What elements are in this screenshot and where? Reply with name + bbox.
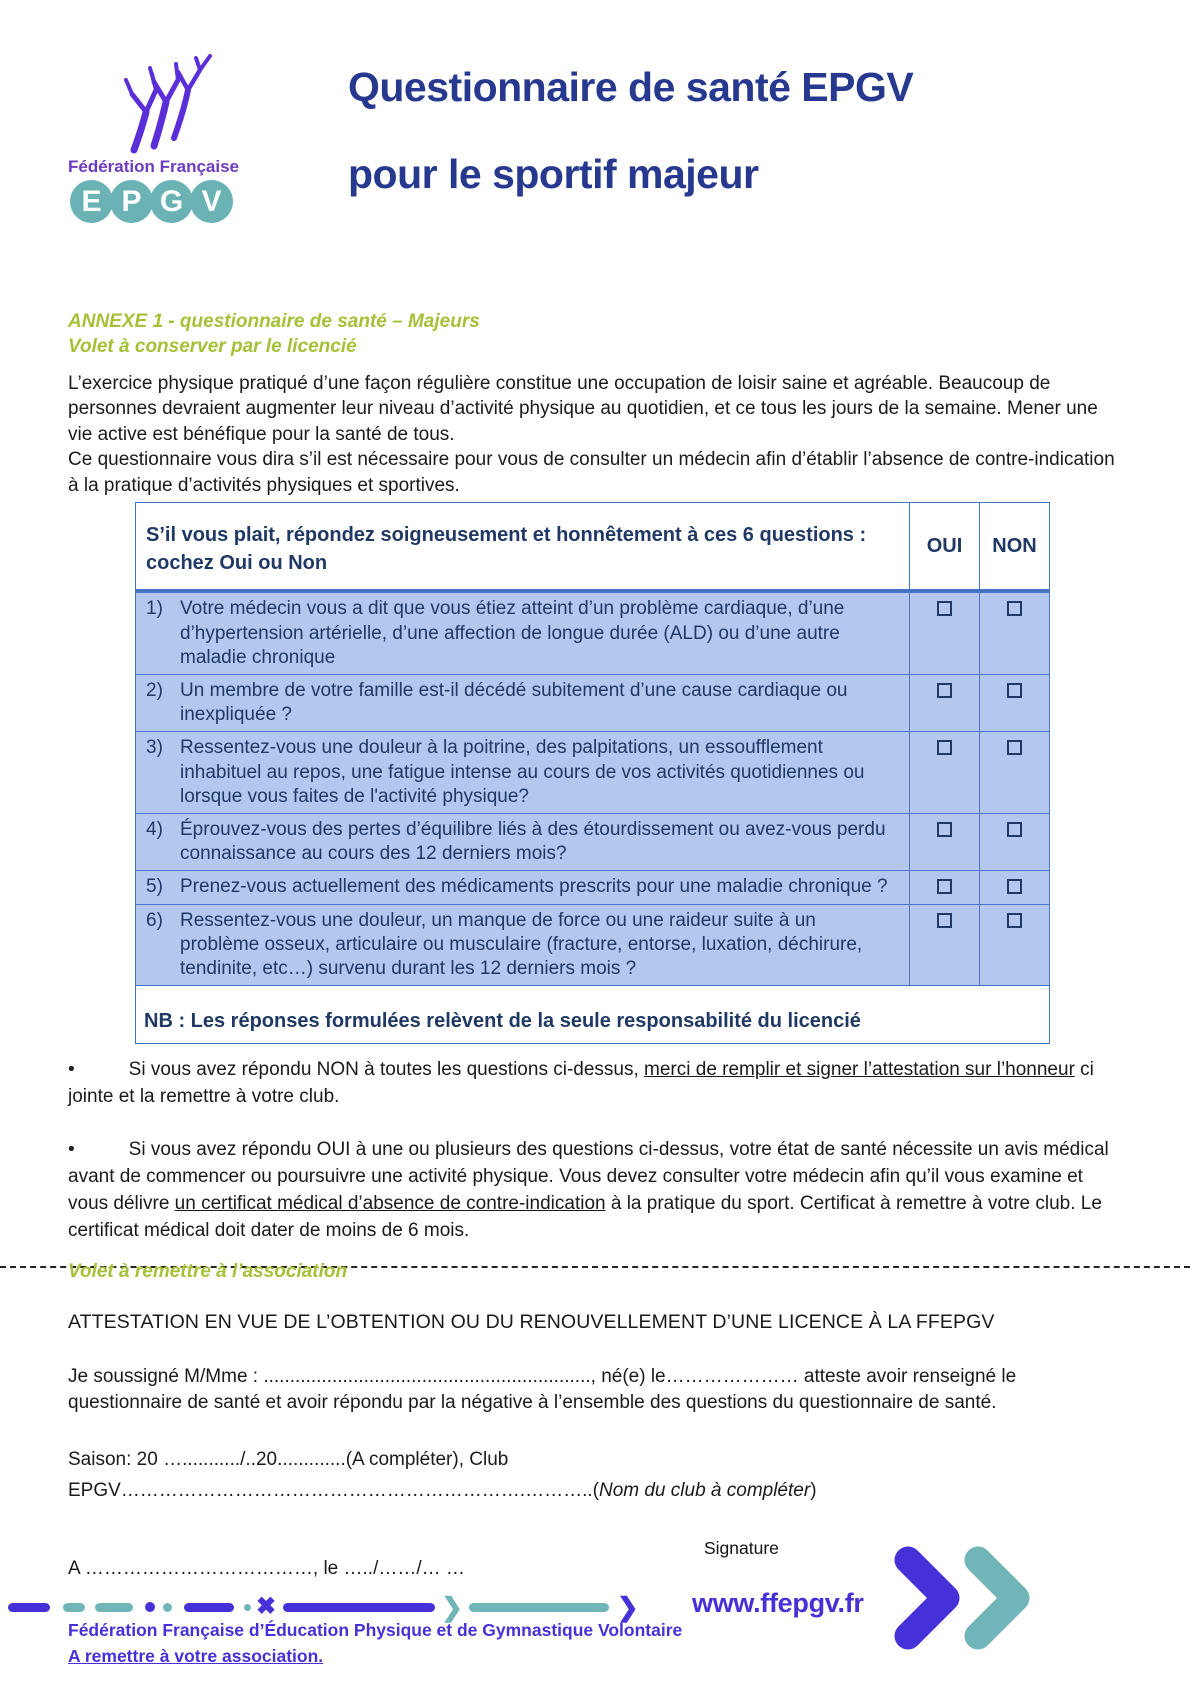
deco-line <box>469 1603 609 1612</box>
bullet-non-underlined: merci de remplir et signer l’attestation sur l’honneur <box>644 1059 1075 1081</box>
table-header-question-line2: cochez Oui ou Non <box>146 552 328 575</box>
bullet-non-post: ci jointe et la remettre à votre club. <box>68 1059 1094 1108</box>
checkbox-q5-non[interactable] <box>1007 879 1022 894</box>
document-title <box>348 50 913 238</box>
footer-decorative-line <box>8 1594 639 1620</box>
question-text: Ressentez-vous une douleur à la poitrine, des palpitations, un essoufflement inhabituel au repos, une fatigue intense au cours de vos activités quotidiennes ou lorsque vous faites de l'activité physique? <box>180 737 865 807</box>
bullet-oui <box>68 1136 1122 1244</box>
oui-cell <box>909 871 979 903</box>
bullet-oui-underlined: un certificat médical d’absence de contre-indication <box>174 1193 606 1215</box>
oui-cell <box>909 814 979 870</box>
checkbox-q5-oui[interactable] <box>937 879 952 894</box>
non-cell <box>979 871 1049 903</box>
logo-letter: G <box>159 184 184 218</box>
table-row-q4 <box>136 813 1049 870</box>
non-cell <box>979 675 1049 731</box>
checkbox-q4-non[interactable] <box>1007 822 1022 837</box>
question-text: Votre médecin vous a dit que vous étiez atteint d’un problème cardiaque, d’une d’hypertension artérielle, d’une affection de longue durée (ALD) ou d’une autre maladie chronique <box>180 598 845 668</box>
website-link[interactable]: www.ffepgv.fr <box>692 1588 864 1618</box>
question-text: Prenez-vous actuellement des médicaments prescrits pour une maladie chronique ? <box>180 876 888 898</box>
table-header-question <box>136 503 909 589</box>
deco-dash <box>8 1603 50 1612</box>
footer-federation-name: Fédération Française d’Éducation Physique et de Gymnastique Volontaire <box>68 1620 683 1640</box>
logo-federation-label: Fédération Française <box>68 157 240 176</box>
question-number: 2) <box>146 680 163 702</box>
deco-cross-icon: ✖ <box>256 1593 277 1620</box>
logo-epgv-circles <box>70 180 243 223</box>
table-nb-note: NB : Les réponses formulées relèvent de la seule responsabilité du licencié <box>136 985 1049 1043</box>
oui-cell <box>909 732 979 813</box>
annexe-heading <box>68 310 1122 359</box>
deco-dot <box>163 1603 172 1612</box>
table-row-q1 <box>136 592 1049 674</box>
bullet-marker: • <box>68 1059 75 1081</box>
checkbox-q3-non[interactable] <box>1007 740 1022 755</box>
table-header-row <box>136 503 1049 592</box>
bullet-non-pre: Si vous avez répondu NON à toutes les questions ci-dessus, <box>128 1059 645 1081</box>
non-cell <box>979 593 1049 674</box>
club-line <box>68 1475 1122 1506</box>
logo-letter: E <box>81 184 102 218</box>
annexe-line-1: ANNEXE 1 - questionnaire de santé – Majeurs <box>68 311 480 333</box>
deco-dash <box>184 1603 234 1612</box>
question-text: Éprouvez-vous des pertes d’équilibre liés à des étourdissement ou avez-vous perdu connaissance au cours des 12 derniers mois? <box>180 819 886 865</box>
checkbox-q1-non[interactable] <box>1007 601 1022 616</box>
intro-paragraph-1: L’exercice physique pratiqué d’une façon régulière constitue une occupation de loisir saine et agréable. Beaucoup de personnes devraient augmenter leur niveau d’activité physique au quotidien, et ce tous les jours de la semaine. Mener une vie active est bénéfique pour la santé de tous. <box>68 372 1098 445</box>
bullet-non <box>68 1056 1122 1110</box>
bullet-marker: • <box>68 1139 75 1161</box>
intro-paragraph-2: Ce questionnaire vous dira s’il est nécessaire pour vous de consulter un médecin afin d’établir l’absence de contre-indication à la pratique d’activités physiques et sportives. <box>68 449 1115 496</box>
logo-circle-p <box>110 180 153 223</box>
footer-remettre-note: A remettre à votre association. <box>68 1646 324 1666</box>
logo-dancers-icon <box>96 50 216 155</box>
big-chevron-teal-icon <box>962 1546 1034 1650</box>
oui-cell <box>909 905 979 986</box>
non-cell <box>979 905 1049 986</box>
checkbox-q3-oui[interactable] <box>937 740 952 755</box>
question-number: 3) <box>146 737 163 759</box>
deco-dot <box>145 1602 155 1612</box>
instructions-bullets <box>68 1056 1122 1244</box>
table-header-non: NON <box>979 503 1049 589</box>
non-cell <box>979 814 1049 870</box>
checkbox-q2-oui[interactable] <box>937 683 952 698</box>
table-row-q3 <box>136 731 1049 813</box>
health-questions-table <box>135 502 1050 1044</box>
checkbox-q2-non[interactable] <box>1007 683 1022 698</box>
question-number: 6) <box>146 909 163 931</box>
question-number: 1) <box>146 598 163 620</box>
non-cell <box>979 732 1049 813</box>
deco-chevron-icon: ❯ <box>616 1592 639 1622</box>
deco-dash <box>95 1603 133 1612</box>
table-header-question-line1: S’il vous plait, répondez soigneusement et honnêtement à ces 6 questions : <box>146 524 867 547</box>
logo-circle-e <box>70 180 113 223</box>
oui-cell <box>909 675 979 731</box>
checkbox-q6-oui[interactable] <box>937 913 952 928</box>
title-line-1: Questionnaire de santé EPGV <box>348 64 914 110</box>
oui-cell <box>909 593 979 674</box>
intro-text <box>68 371 1122 499</box>
deco-chevron-icon: ❯ <box>441 1592 463 1622</box>
table-row-q5 <box>136 870 1049 903</box>
question-number: 4) <box>146 819 163 841</box>
epgv-logo <box>68 50 243 238</box>
checkbox-q6-non[interactable] <box>1007 913 1022 928</box>
bullet-oui-post: à la pratique du sport. Certificat à remettre à votre club. Le certificat médical doit dater de moins de 6 mois. <box>68 1193 1102 1242</box>
footer-double-chevrons <box>892 1546 1034 1650</box>
table-row-q2 <box>136 674 1049 731</box>
saison-club-block <box>68 1444 1122 1506</box>
place-date-line: A ………………………………, le …../……/… … <box>68 1558 465 1580</box>
checkbox-q1-oui[interactable] <box>937 601 952 616</box>
table-header-oui: OUI <box>909 503 979 589</box>
title-line-2: pour le sportif majeur <box>348 151 759 198</box>
deco-dot <box>244 1604 251 1611</box>
signature-label: Signature <box>704 1538 779 1558</box>
club-line-pre: EPGV……………………………………………………….………..( <box>68 1480 599 1502</box>
annexe-line-2: Volet à conserver par le licencié <box>68 335 357 357</box>
table-row-q6 <box>136 904 1049 986</box>
saison-line: Saison: 20 ….........../..20.............(A compléter), Club <box>68 1449 509 1471</box>
logo-letter: P <box>121 184 142 218</box>
club-line-post: ) <box>810 1480 817 1502</box>
question-number: 5) <box>146 876 163 898</box>
logo-letter: V <box>201 184 222 218</box>
bullet-oui-pre: Si vous avez répondu OUI à une ou plusieurs des questions ci-dessus, votre état de santé nécessite un avis médical avant de commencer ou poursuivre une activité physique. Vous devez consulter votre médecin afin qu’il vous examine et vous délivre <box>68 1139 1109 1215</box>
attestation-heading: ATTESTATION EN VUE DE L’OBTENTION OU DU RENOUVELLEMENT D’UNE LICENCE À LA FFEPGV <box>68 1311 995 1334</box>
question-text: Un membre de votre famille est-il décédé subitement d’une cause cardiaque ou inexpliquée ? <box>180 680 848 726</box>
page-header <box>68 0 1122 238</box>
big-chevron-purple-icon <box>892 1546 964 1650</box>
deco-dash <box>63 1603 85 1612</box>
attestation-declaration: Je soussigné M/Mme : .............................................................., né(e) le………………… atteste avoir renseigné le questionnaire de santé et avoir répondu par la négative à l’ensemble des questions du questionnaire de santé. <box>68 1366 1017 1414</box>
checkbox-q4-oui[interactable] <box>937 822 952 837</box>
club-line-italic: Nom du club à compléter <box>598 1480 811 1502</box>
deco-line <box>283 1603 435 1612</box>
logo-circle-v <box>190 180 233 223</box>
question-text: Ressentez-vous une douleur, un manque de force ou une raideur suite à un problème osseux, articulaire ou musculaire (fracture, entorse, luxation, déchirure, tendinite, etc…) survenu durant les 12 derniers mois ? <box>180 909 863 980</box>
volet-association-heading: Volet à remettre à l’association <box>68 1261 348 1283</box>
logo-circle-g <box>150 180 193 223</box>
